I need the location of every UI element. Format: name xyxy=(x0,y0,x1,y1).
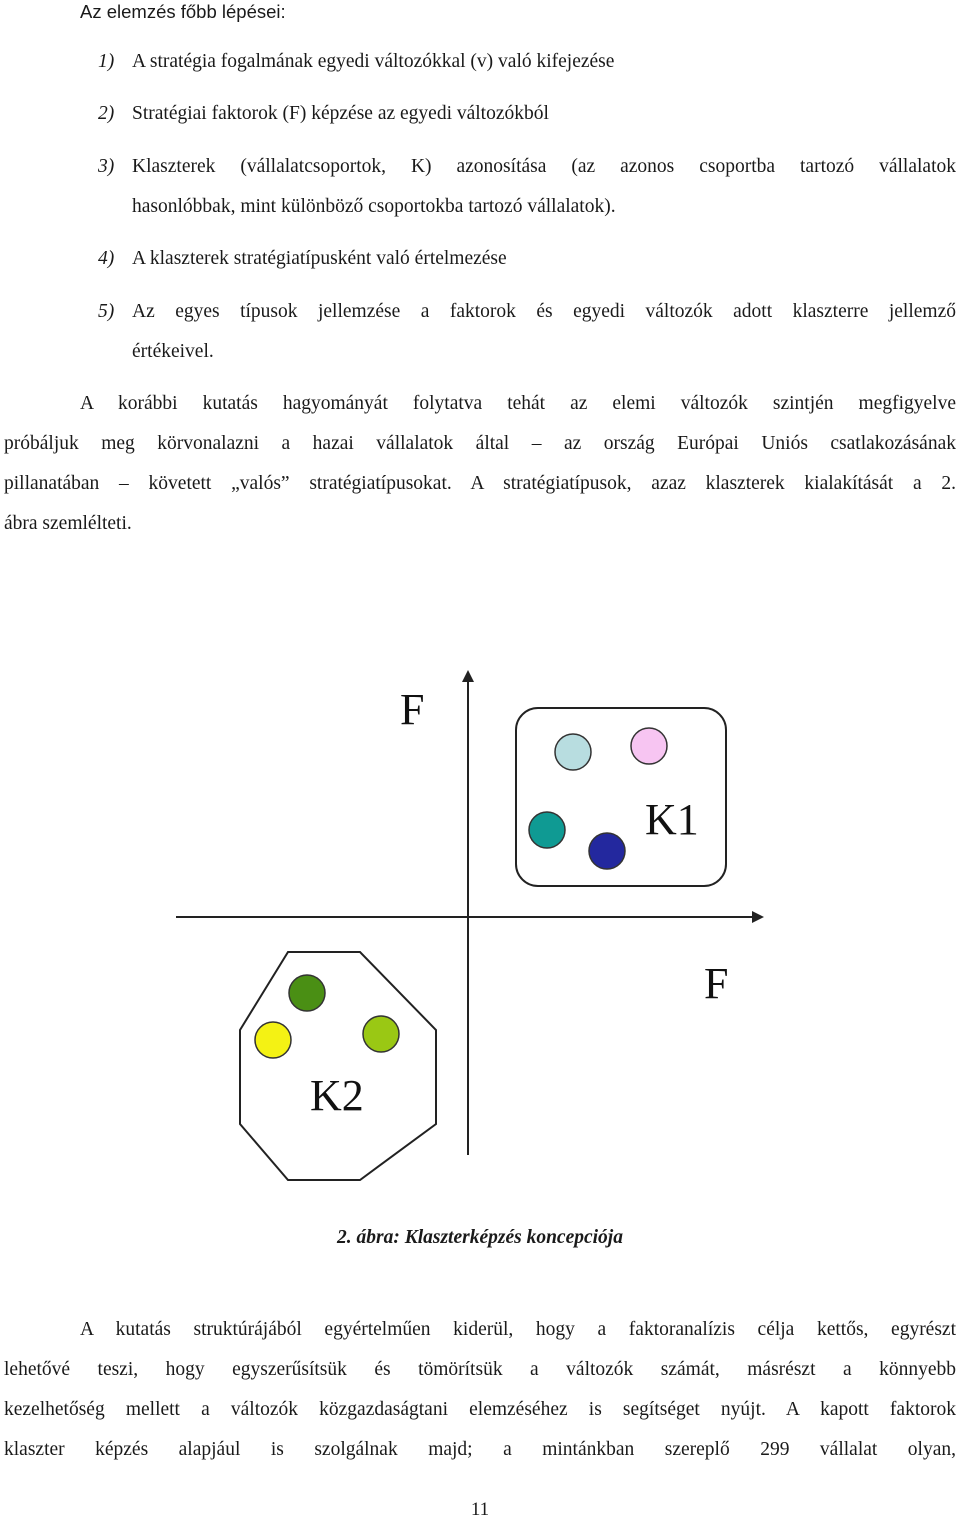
list-number: 3) xyxy=(98,156,115,177)
cluster-concept-figure xyxy=(120,640,840,1200)
figure-caption: 2. ábra: Klaszterképzés koncepciója xyxy=(337,1227,623,1248)
list-item-5 xyxy=(98,300,956,324)
paragraph1-line-3: pillanatában – követett „valós” stratégiatípusokat. A stratégiatípusok, azaz klaszterek kialakítását a 2. xyxy=(4,473,956,494)
paragraph2-line-4: klaszter képzés alapjául is szolgálnak majd; a mintánkban szereplő 299 vállalat olyan, xyxy=(4,1439,956,1460)
list-item-1 xyxy=(98,50,956,74)
list-number: 2) xyxy=(98,103,115,124)
cluster-k1-dot-navy xyxy=(589,833,625,869)
list-text: Klaszterek (vállalatcsoportok, K) azonosítása (az azonos csoportba tartozó vállalatok xyxy=(132,156,956,177)
list-item-3 xyxy=(98,155,956,179)
paragraph1-line-2: próbáljuk meg körvonalazni a hazai vállalatok által – az ország Európai Uniós csatlakozásának xyxy=(4,433,956,454)
list-text: Az egyes típusok jellemzése a faktorok és egyedi változók adott klaszterre jellemző xyxy=(132,301,956,322)
list-item-2 xyxy=(98,102,956,126)
cluster-k2-dot-green xyxy=(289,975,325,1011)
cluster-k2-dot-lime xyxy=(363,1016,399,1052)
cluster-k1-dot-teal xyxy=(529,812,565,848)
list-text: Stratégiai faktorok (F) képzése az egyedi változókból xyxy=(132,103,549,124)
list-number: 4) xyxy=(98,248,115,269)
cluster-k1-label: K1 xyxy=(645,795,699,844)
list-text: A klaszterek stratégiatípusként való értelmezése xyxy=(132,248,507,269)
intro-heading: Az elemzés főbb lépései: xyxy=(80,1,286,22)
cluster-k2-octagon xyxy=(240,952,436,1180)
cluster-k1-dot-pink xyxy=(631,728,667,764)
list-item-3-continuation: hasonlóbbak, mint különböző csoportokba tartozó vállalatok). xyxy=(132,196,616,217)
paragraph2-line-3: kezelhetőség mellett a változók közgazdaságtani elemzéséhez is segítséget nyújt. A kapott faktorok xyxy=(4,1399,956,1420)
y-axis-label: F xyxy=(400,685,425,734)
paragraph1-line-4: ábra szemlélteti. xyxy=(4,513,132,534)
cluster-k2-dot-yellow xyxy=(255,1022,291,1058)
list-text: A stratégia fogalmának egyedi változókkal (v) való kifejezése xyxy=(132,51,615,72)
page-number: 11 xyxy=(470,1499,490,1520)
x-axis-label: F xyxy=(704,959,729,1008)
paragraph2-line-2: lehetővé teszi, hogy egyszerűsítsük és tömörítsük a változók számát, másrészt a könnyebb xyxy=(4,1359,956,1380)
paragraph1-line-1: A korábbi kutatás hagyományát folytatva tehát az elemi változók szintjén megfigyelve xyxy=(80,393,956,414)
list-item-4 xyxy=(98,247,956,271)
list-number: 5) xyxy=(98,301,115,322)
cluster-k1-dot-light-blue xyxy=(555,734,591,770)
paragraph2-line-1: A kutatás struktúrájából egyértelműen kiderül, hogy a faktoranalízis célja kettős, egyrészt xyxy=(80,1319,956,1340)
list-item-5-continuation: értékeivel. xyxy=(132,341,214,362)
cluster-k2-label: K2 xyxy=(310,1071,364,1120)
list-number: 1) xyxy=(98,51,115,72)
